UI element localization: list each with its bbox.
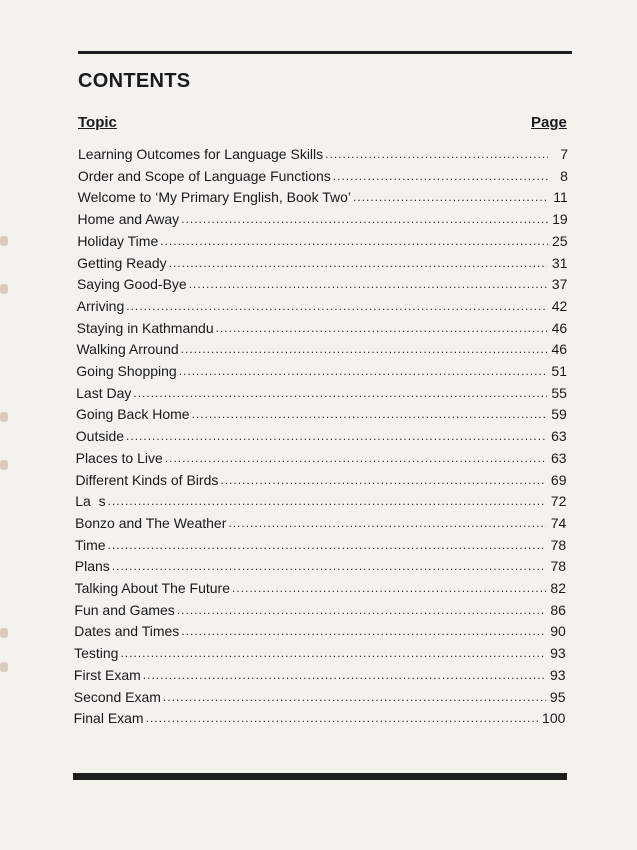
entry-topic: Second Exam <box>73 688 161 705</box>
contents-entry <box>74 620 566 640</box>
topic-column-header: Topic <box>78 114 117 131</box>
entry-page-number: 90 <box>550 623 566 640</box>
dot-leader <box>228 515 546 532</box>
bottom-rule <box>73 773 567 780</box>
contents-entry <box>76 382 567 402</box>
contents-entry <box>75 512 566 532</box>
entry-topic: Dates and Times <box>74 623 180 640</box>
entry-topic: Going Back Home <box>75 406 190 423</box>
entry-topic: First Exam <box>73 666 141 683</box>
contents-entry <box>77 208 567 228</box>
dot-leader <box>325 146 548 163</box>
entry-page-number: 93 <box>550 645 566 662</box>
entry-page-number: 51 <box>551 363 567 379</box>
dot-leader <box>189 276 548 293</box>
entry-topic: Bonzo and The Weather <box>75 514 227 531</box>
dot-leader <box>181 211 548 228</box>
entry-page-number: 31 <box>551 254 568 271</box>
entry-topic: Order and Scope of Language Functions <box>77 167 331 184</box>
dot-leader <box>232 580 546 597</box>
entry-topic: Places to Live <box>75 449 163 466</box>
contents-entry <box>76 403 567 423</box>
dot-leader <box>179 363 547 380</box>
contents-entry <box>75 469 566 489</box>
margin-smudge <box>0 412 8 422</box>
page-column-header: Page <box>531 114 567 131</box>
entry-topic: Going Shopping <box>76 363 177 379</box>
dot-leader <box>177 602 546 619</box>
contents-entry <box>74 599 565 619</box>
entry-topic: Getting Ready <box>77 254 167 271</box>
entry-page-number: 42 <box>551 297 568 314</box>
dot-leader <box>133 385 547 402</box>
margin-smudge <box>0 628 8 638</box>
contents-entry <box>74 707 566 727</box>
contents-entry <box>77 252 567 272</box>
entry-page-number: 69 <box>550 471 567 488</box>
contents-entry <box>76 447 567 467</box>
dot-leader <box>126 428 547 445</box>
entry-page-number: 72 <box>550 493 567 510</box>
contents-entry <box>77 317 568 337</box>
margin-smudge <box>0 236 8 246</box>
contents-entry <box>77 295 567 315</box>
entry-topic: Outside <box>75 428 125 445</box>
dot-leader <box>165 450 547 467</box>
entry-topic: Time <box>74 536 106 553</box>
dot-leader <box>192 406 547 423</box>
entry-page-number: 19 <box>552 211 568 228</box>
entry-topic: Holiday Time <box>77 232 159 249</box>
entry-page-number: 63 <box>551 449 567 466</box>
page-title: CONTENTS <box>78 70 191 92</box>
entry-page-number: 86 <box>550 601 566 618</box>
entry-page-number: 11 <box>553 189 568 206</box>
entry-topic: Welcome to ‘My Primary English, Book Two’ <box>77 189 352 206</box>
contents-entry <box>75 555 566 575</box>
contents-entry <box>77 230 567 250</box>
entry-page-number: 95 <box>549 688 566 705</box>
entry-page-number: 46 <box>551 319 568 336</box>
entry-topic: Arriving <box>76 297 125 314</box>
entry-page-number: 63 <box>551 428 567 445</box>
entry-topic: Different Kinds of Birds <box>75 471 219 488</box>
entry-topic: La s <box>75 493 106 510</box>
contents-entry <box>78 143 568 163</box>
dot-leader <box>120 645 545 662</box>
entry-page-number: 37 <box>551 276 568 293</box>
dot-leader <box>126 298 547 315</box>
entry-topic: Home and Away <box>77 211 180 228</box>
margin-smudge <box>0 284 8 294</box>
margin-smudge <box>0 662 8 672</box>
contents-entry <box>74 686 566 706</box>
entry-page-number: 74 <box>550 514 567 531</box>
entry-topic: Walking Arround <box>76 341 179 358</box>
entry-topic: Testing <box>74 645 119 662</box>
contents-entry <box>75 577 566 597</box>
entry-topic: Staying in Kathmandu <box>76 319 214 336</box>
dot-leader <box>112 558 546 575</box>
dot-leader <box>169 255 548 272</box>
contents-entry <box>75 490 566 510</box>
entry-page-number: 78 <box>550 536 567 553</box>
dot-leader <box>146 710 538 727</box>
entry-page-number: 78 <box>550 558 567 575</box>
dot-leader <box>353 189 548 206</box>
contents-entry <box>76 338 567 358</box>
dot-leader <box>181 623 545 640</box>
dot-leader <box>160 233 547 250</box>
contents-entry <box>74 642 566 662</box>
dot-leader <box>143 667 546 684</box>
contents-entry <box>78 186 568 206</box>
entry-topic: Fun and Games <box>74 601 175 618</box>
entry-page-number: 59 <box>551 406 567 423</box>
dot-leader <box>163 689 546 706</box>
entry-topic: Last Day <box>76 384 132 401</box>
dot-leader <box>220 472 546 489</box>
contents-entry <box>75 534 566 554</box>
contents-entry <box>78 165 568 185</box>
entry-page-number: 46 <box>551 341 568 358</box>
dot-leader <box>108 493 547 510</box>
entry-topic: Final Exam <box>73 710 144 727</box>
entry-page-number: 55 <box>551 384 567 401</box>
entry-page-number: 25 <box>552 232 568 249</box>
entry-page-number: 93 <box>550 666 566 683</box>
contents-entry <box>76 360 567 380</box>
dot-leader <box>108 537 547 554</box>
entry-topic: Learning Outcomes for Language Skills <box>78 146 324 162</box>
top-rule <box>78 51 572 54</box>
entry-page-number: 7 <box>560 146 568 162</box>
entry-topic: Plans <box>74 558 110 575</box>
margin-smudge <box>0 460 8 470</box>
entry-page-number: 8 <box>560 167 568 184</box>
contents-entry <box>74 664 566 684</box>
dot-leader <box>216 320 548 337</box>
entry-page-number: 100 <box>542 710 566 727</box>
dot-leader <box>181 341 547 358</box>
entry-topic: Talking About The Future <box>74 580 230 596</box>
entry-topic: Saying Good-Bye <box>76 276 187 293</box>
entry-page-number: 82 <box>550 580 566 596</box>
contents-entry <box>76 425 567 445</box>
dot-leader <box>333 168 548 185</box>
contents-entry <box>77 273 567 293</box>
